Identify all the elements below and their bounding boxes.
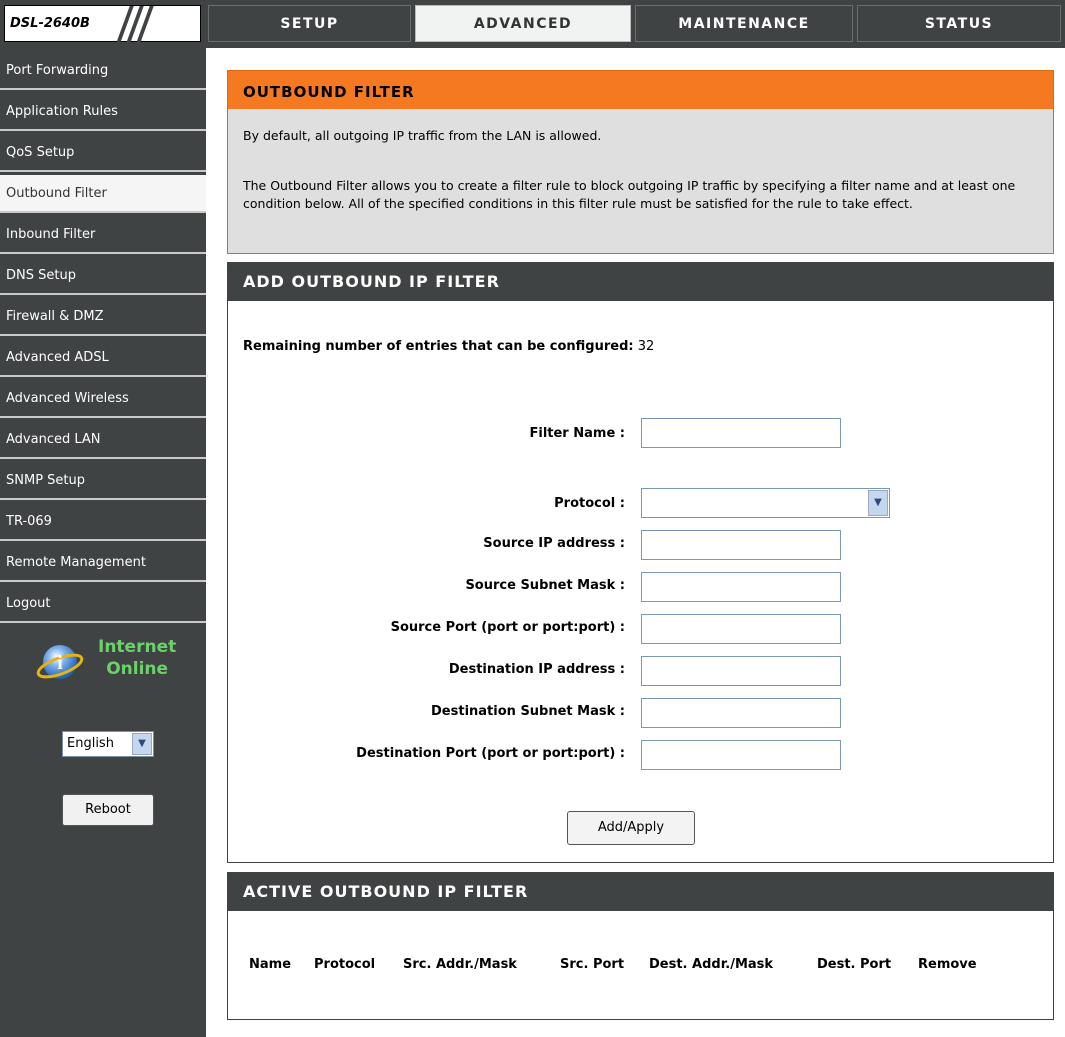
sidebar-item-dns-setup[interactable]: DNS Setup [0,257,206,295]
sidebar-item-advanced-adsl[interactable]: Advanced ADSL [0,339,206,377]
destination-subnet-mask-input[interactable] [641,698,841,728]
outbound-filter-default-text: By default, all outgoing IP traffic from the LAN is allowed. [243,128,602,143]
outbound-filter-title: OUTBOUND FILTER [228,71,1053,109]
sidebar-item-outbound-filter[interactable]: Outbound Filter [0,175,206,213]
destination-port-label: Destination Port (port or port:port) : [356,746,625,761]
column-header-src-port: Src. Port [560,957,625,972]
svg-text:i: i [57,652,63,674]
column-header-dest-port: Dest. Port [817,957,892,972]
outbound-filter-info-panel [227,70,1054,254]
destination-ip-label: Destination IP address : [448,662,625,677]
source-subnet-mask-input[interactable] [641,572,841,602]
remaining-entries: Remaining number of entries that can be configured: 32 [243,339,655,354]
sidebar-item-application-rules[interactable]: Application Rules [0,93,206,131]
internet-status-icon [36,638,84,686]
sidebar-item-remote-management[interactable]: Remote Management [0,544,206,582]
tab-setup[interactable]: SETUP [208,5,411,42]
language-select[interactable] [62,731,154,757]
tab-advanced[interactable]: ADVANCED [415,5,631,42]
sidebar-item-port-forwarding[interactable]: Port Forwarding [0,52,206,90]
protocol-select[interactable] [641,488,890,518]
column-header-protocol: Protocol [314,957,376,972]
sidebar-item-inbound-filter[interactable]: Inbound Filter [0,216,206,254]
column-header-remove: Remove [918,957,977,972]
sidebar-item-snmp-setup[interactable]: SNMP Setup [0,462,206,500]
tab-maintenance[interactable]: MAINTENANCE [635,5,853,42]
add-outbound-ip-filter-panel [227,262,1054,863]
destination-port-input[interactable] [641,740,841,770]
sidebar-item-qos-setup[interactable]: QoS Setup [0,134,206,172]
remaining-entries-count: 32 [637,339,655,354]
protocol-label: Protocol : [554,496,625,511]
source-ip-input[interactable] [641,530,841,560]
sidebar [0,48,206,1037]
filter-name-label: Filter Name : [529,426,625,441]
reboot-button[interactable]: Reboot [62,794,154,826]
filter-name-input[interactable] [641,418,841,448]
sidebar-item-firewall-dmz[interactable]: Firewall & DMZ [0,298,206,336]
column-header-dest-addr-mask: Dest. Addr./Mask [649,957,774,972]
sidebar-item-advanced-lan[interactable]: Advanced LAN [0,421,206,459]
chevron-down-icon[interactable]: ▼ [868,490,888,516]
active-filter-title: ACTIVE OUTBOUND IP FILTER [228,873,1053,911]
sidebar-item-logout[interactable]: Logout [0,585,206,623]
source-subnet-mask-label: Source Subnet Mask : [465,578,625,593]
internet-status-label: Internet Online [98,637,177,679]
source-ip-label: Source IP address : [483,536,625,551]
column-header-name: Name [249,957,292,972]
add-filter-title: ADD OUTBOUND IP FILTER [228,263,1053,301]
tab-status[interactable]: STATUS [857,5,1061,42]
outbound-filter-description: The Outbound Filter allows you to create a filter rule to block outgoing IP traffic by specifying a filter name and at least one condition below. All of the specified conditions in this filter rule must be satisfied for the rule to take effect. [243,178,1016,211]
model-name: DSL-2640B [10,16,90,31]
sidebar-item-tr-069[interactable]: TR-069 [0,503,206,541]
column-header-src-addr-mask: Src. Addr./Mask [403,957,517,972]
top-bar [0,0,1065,48]
source-port-label: Source Port (port or port:port) : [390,620,625,635]
model-logo [4,5,201,42]
chevron-down-icon[interactable]: ▼ [132,733,152,755]
language-value: English [67,736,114,751]
active-outbound-ip-filter-panel [227,872,1054,1020]
source-port-input[interactable] [641,614,841,644]
destination-subnet-mask-label: Destination Subnet Mask : [431,704,625,719]
destination-ip-input[interactable] [641,656,841,686]
add-apply-button[interactable]: Add/Apply [567,811,695,845]
sidebar-item-advanced-wireless[interactable]: Advanced Wireless [0,380,206,418]
